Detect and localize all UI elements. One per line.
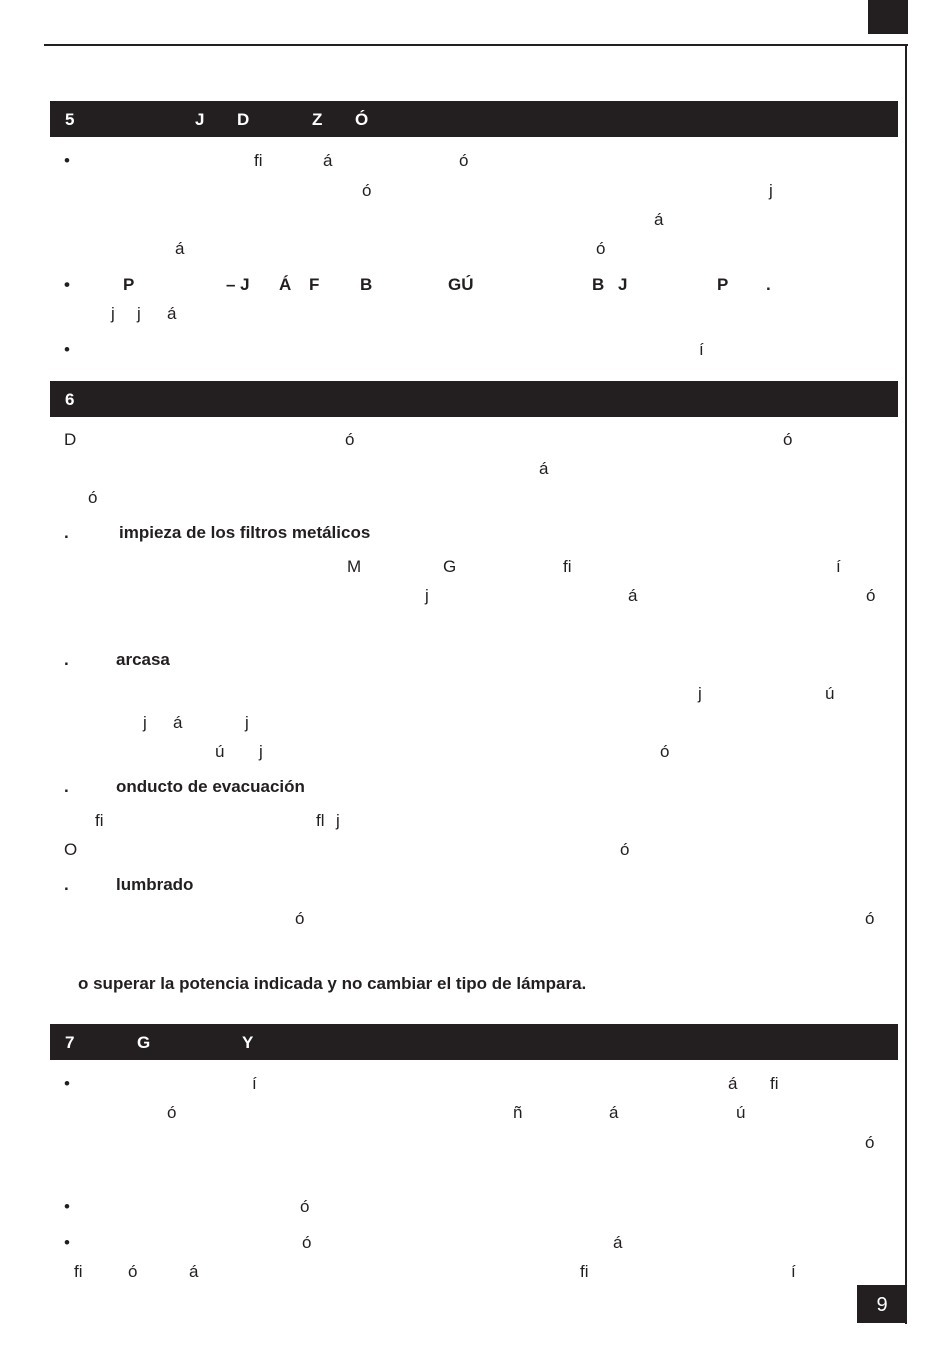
text-fragment: fi — [74, 1262, 83, 1281]
text-fragment: á — [539, 459, 549, 478]
text-fragment: j — [259, 742, 263, 761]
text-fragment: ó — [88, 488, 98, 507]
text-fragment: j — [336, 811, 340, 830]
subsection-title: lumbrado — [116, 875, 194, 894]
text-fragment: j — [245, 713, 249, 732]
text-fragment: F — [309, 275, 320, 294]
section-6-number: 6 — [65, 390, 75, 409]
text-fragment: P — [717, 275, 729, 294]
section-5-number: 5 — [65, 110, 75, 129]
subsection-title: arcasa — [116, 650, 170, 669]
text-fragment: Á — [279, 275, 292, 294]
section-5-title-fragment: Z — [312, 110, 323, 129]
text-fragment: M — [347, 557, 362, 576]
text-fragment: D — [64, 430, 77, 449]
bullet: • — [64, 340, 70, 359]
subsection-number: . — [64, 523, 69, 542]
text-fragment: ó — [865, 909, 875, 928]
text-fragment: ó — [459, 151, 469, 170]
text-fragment: á — [609, 1103, 619, 1122]
text-fragment: á — [175, 239, 185, 258]
section-6-header — [50, 381, 898, 417]
section-7-title-fragment: G — [137, 1033, 151, 1052]
section-5-title-fragment: J — [195, 110, 205, 129]
text-fragment: í — [791, 1262, 796, 1281]
text-fragment: . — [766, 275, 771, 294]
subsection-title: impieza de los filtros metálicos — [119, 523, 371, 542]
text-fragment: j — [143, 713, 147, 732]
text-fragment: fi — [580, 1262, 589, 1281]
text-fragment: – J — [226, 275, 250, 294]
text-fragment: ó — [620, 840, 630, 859]
page-number: 9 — [857, 1285, 907, 1323]
text-fragment: í — [836, 557, 841, 576]
right-rule — [905, 44, 907, 1324]
text-fragment: á — [173, 713, 183, 732]
text-fragment: ó — [345, 430, 355, 449]
text-fragment: GÚ — [448, 275, 474, 294]
text-fragment: ú — [736, 1103, 746, 1122]
text-fragment: j — [769, 181, 773, 200]
section-5-header — [50, 101, 898, 137]
subsection-number: . — [64, 875, 69, 894]
text-fragment: ó — [865, 1133, 875, 1152]
text-fragment: fi — [770, 1074, 779, 1093]
text-fragment: ó — [660, 742, 670, 761]
section-7-header — [50, 1024, 898, 1060]
section-5-title-fragment: D — [237, 110, 250, 129]
text-fragment: j — [698, 684, 702, 703]
text-fragment: ú — [825, 684, 835, 703]
text-fragment: ó — [302, 1233, 312, 1252]
text-fragment: ó — [295, 909, 305, 928]
text-fragment: j — [137, 304, 141, 323]
subsection-title: onducto de evacuación — [116, 777, 305, 796]
text-fragment: P — [123, 275, 135, 294]
text-fragment: í — [252, 1074, 257, 1093]
text-fragment: á — [728, 1074, 738, 1093]
corner-tab — [868, 0, 908, 34]
section-7-title-fragment: Y — [242, 1033, 254, 1052]
text-fragment: j — [111, 304, 115, 323]
text-fragment: J — [618, 275, 628, 294]
bullet: • — [64, 1233, 70, 1252]
text-fragment: fi — [254, 151, 263, 170]
text-fragment: O — [64, 840, 78, 859]
text-fragment: ó — [783, 430, 793, 449]
text-fragment: ó — [128, 1262, 138, 1281]
text-fragment: B — [360, 275, 373, 294]
bullet: • — [64, 1074, 70, 1093]
text-fragment: á — [613, 1233, 623, 1252]
text-fragment: á — [189, 1262, 199, 1281]
text-fragment: á — [167, 304, 177, 323]
section-5-title-fragment: Ó — [355, 110, 369, 129]
text-fragment: B — [592, 275, 605, 294]
text-fragment: ú — [215, 742, 225, 761]
text-fragment: j — [425, 586, 429, 605]
text-fragment: í — [699, 340, 704, 359]
subsection-number: . — [64, 650, 69, 669]
top-rule — [44, 44, 908, 46]
subsection-number: . — [64, 777, 69, 796]
text-fragment: ñ — [513, 1103, 523, 1122]
bullet: • — [64, 275, 70, 294]
text-fragment: ó — [167, 1103, 177, 1122]
text-fragment: fl — [316, 811, 325, 830]
text-fragment: ó — [866, 586, 876, 605]
bullet: • — [64, 151, 70, 170]
text-fragment: G — [443, 557, 457, 576]
bullet: • — [64, 1197, 70, 1216]
text-fragment: fi — [95, 811, 104, 830]
text-fragment: fi — [563, 557, 572, 576]
text-fragment: á — [628, 586, 638, 605]
text-fragment: ó — [300, 1197, 310, 1216]
text-fragment: ó — [362, 181, 372, 200]
text-fragment: ó — [596, 239, 606, 258]
section-7-number: 7 — [65, 1033, 75, 1052]
lamp-warning: o superar la potencia indicada y no cambiar el tipo de lámpara. — [78, 974, 587, 993]
text-fragment: á — [654, 210, 664, 229]
text-fragment: á — [323, 151, 333, 170]
